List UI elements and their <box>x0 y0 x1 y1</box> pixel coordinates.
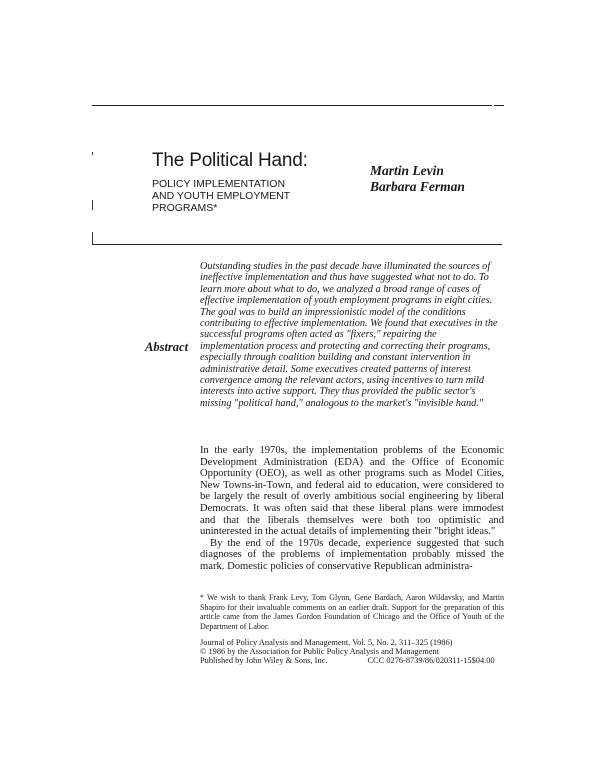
bottom-rule <box>92 244 502 245</box>
top-rule-end <box>494 105 504 106</box>
body-paragraph: In the early 1970s, the implementation problems of the Economic Development Administration (EDA) and the Office of Economic Opportunity (OEO), as well as other programs such as Model Cities, New Towns-in-Town, and federal aid to education, were considered to be largely the result of overly ambitious social engineering by liberal Democrats. It was often said that these liberal plans were immodest and that the liberals themselves were both too optimistic and uninterested in the actual details of implementing their "bright ideas." <box>200 445 504 538</box>
journal-publisher-line <box>200 656 510 665</box>
top-rule <box>92 105 492 106</box>
body-paragraph: By the end of the 1970s decade, experience suggested that such diagnoses of the problems of implementation probably missed the mark. Domestic policies of conservative Republican administra- <box>200 537 504 572</box>
journal-citation: Journal of Policy Analysis and Management, Vol. 5, No. 2, 311–325 (1986) <box>200 638 453 647</box>
authors <box>370 163 465 195</box>
journal-publisher: Published by John Wiley & Sons, Inc. <box>200 656 328 665</box>
abstract-label: Abstract <box>145 340 189 354</box>
journal-info <box>200 638 510 665</box>
article-title: The Political Hand: <box>152 150 308 171</box>
footnote: * We wish to thank Frank Levy, Tom Glynn, Gene Bardach, Aaron Wildavsky, and Martin Shapiro for their invaluable comments on an earlier draft. Support for the preparation of this article came from the James Gordon Foundation of Chicago and the Office of Youth of the Department of Labor. <box>200 593 504 631</box>
journal-ccc: CCC 0276-8739/86/020311-15$04.00 <box>367 656 495 665</box>
title-block <box>152 150 352 214</box>
body-text <box>200 445 504 573</box>
author-name: Barbara Ferman <box>370 179 465 194</box>
author-name: Martin Levin <box>370 163 444 178</box>
margin-mark <box>92 152 93 155</box>
article-subtitle <box>152 178 352 214</box>
journal-copyright: © 1986 by the Association for Public Policy Analysis and Management <box>200 647 439 656</box>
abstract-text: Outstanding studies in the past decade have illuminated the sources of ineffective implementation and thus have suggested what not to do. To learn more about what to do, we analyzed a broad range of cases of effective implementation of youth employment programs in eight cities. The goal was to build an impressionistic model of the conditions contributing to effective implementation. We found that executives in the successful programs often acted as "fixers," repairing the implementation process and protecting and correcting their programs, especially through coalition building and constant intervention in administrative detail. Some executives created patterns of interest convergence among the relevant actors, using incentives to turn mild interests into active support. They thus provided the public sector's missing "political hand," analogous to the market's "invisible hand." <box>200 261 498 409</box>
subtitle-line: PROGRAMS* <box>152 202 218 214</box>
margin-mark <box>92 232 93 244</box>
margin-mark <box>92 200 93 210</box>
subtitle-line: AND YOUTH EMPLOYMENT <box>152 190 291 202</box>
subtitle-line: POLICY IMPLEMENTATION <box>152 178 286 190</box>
